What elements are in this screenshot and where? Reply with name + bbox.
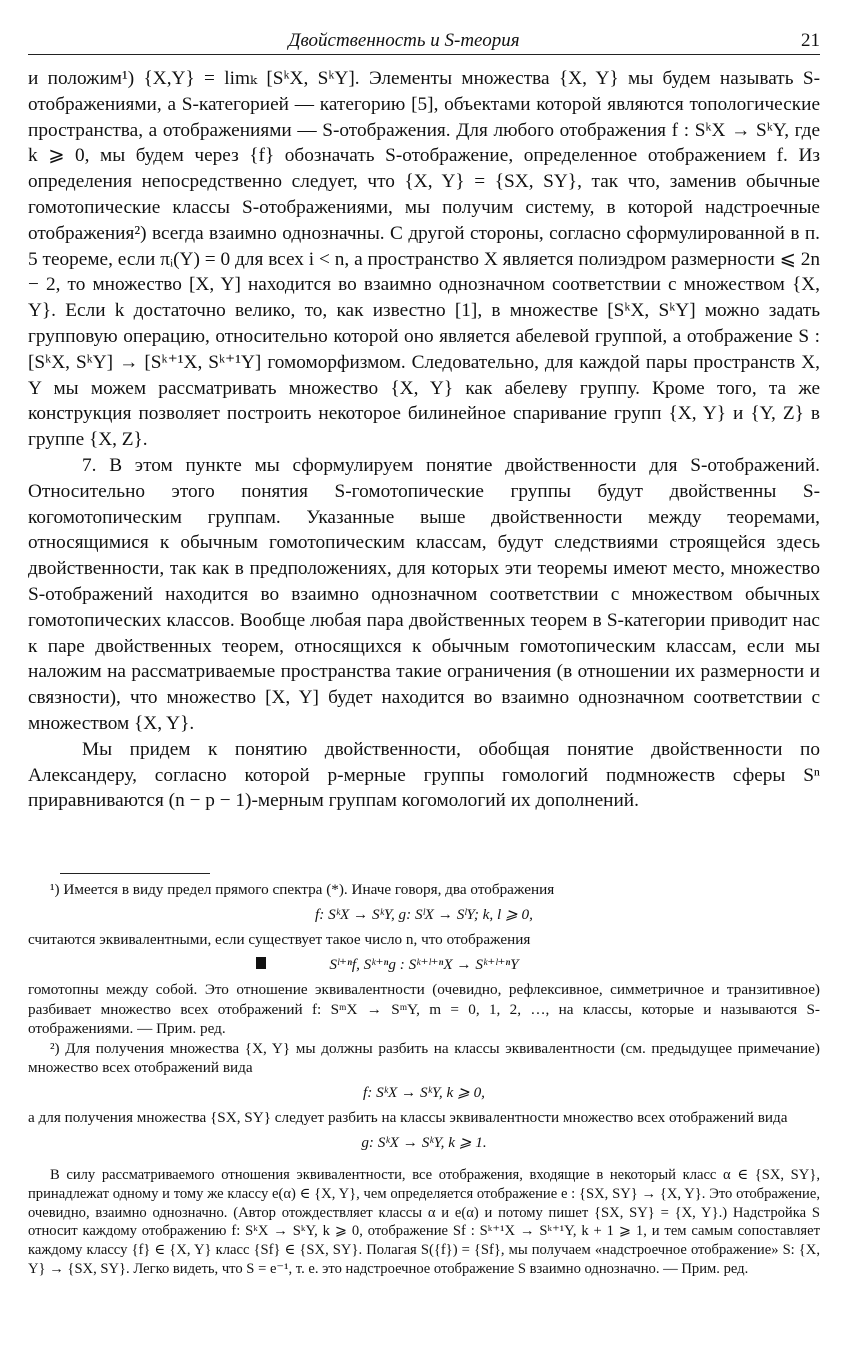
footnote-1-formula-1: f: SᵏX → SᵏY, g: SˡX → SˡY; k, l ⩾ 0, [315, 905, 533, 923]
footnote-2-intro: ²) Для получения множества {X, Y} мы должны разбить на классы эквивалентности (см. предыдущее примечание) множество всех отображений вида [28, 1039, 820, 1076]
ink-blot-mark [256, 957, 266, 969]
footnote-separator [60, 873, 210, 874]
page-number: 21 [801, 30, 820, 51]
running-title: Двойственность и S-теория [288, 30, 520, 51]
paragraph-3: Мы придем к понятию двойственности, обобщая понятие двойственности по Александеру, согласно которой p-мерные группы гомологий подмножеств сферы Sⁿ приравниваются (n − p − 1)-мерным группам когомологий их дополнений. [28, 738, 820, 812]
footnotes [28, 880, 820, 1279]
footnote-2-formula-2: g: SᵏX → SᵏY, k ⩾ 1. [361, 1133, 487, 1151]
footnote-1-formula-2: Sˡ⁺ⁿf, Sᵏ⁺ⁿg : Sᵏ⁺ˡ⁺ⁿX → Sᵏ⁺ˡ⁺ⁿY [329, 955, 519, 973]
footnote-2-editor-note: В силу рассматриваемого отношения эквивалентности, все отображения, входящие в некоторый класс α ∈ {SX, SY}, принадлежат одному и тому же классу e(α) ∈ {X, Y}, чем определяется отображение e : {SX, SY} → {X, Y}. Это отображение, очевидно, взаимно однозначно. (Автор отождествляет классы α и e(α) и потому пишет {SX, SY} = {X, Y}.) Надстройка S относит каждому отображению f: SᵏX → SᵏY, k ⩾ 0, отображение Sf : Sᵏ⁺¹X → Sᵏ⁺¹Y, k + 1 ⩾ 1, и тем самым сопоставляет каждому классу {f} ∈ {X, Y} класс {Sf} ∈ {SX, SY}. Полагая S({f}) = {Sf}, мы получаем «надстроечное отображение» S: {X, Y} → {SX, SY}. Легко видеть, что S = e⁻¹, т. е. это надстроечное отображение S взаимно однозначно. — Прим. ред. [28, 1167, 820, 1277]
footnote-1-formula-2-row [28, 955, 820, 975]
page-header [28, 28, 820, 55]
footnote-1-middle: считаются эквивалентными, если существует такое число n, что отображения [28, 931, 531, 948]
footnote-1-end: гомотопны между собой. Это отношение эквивалентности (очевидно, рефлексивное, симметричное и транзитивное) разбивает множество всех отображений f: SᵐX → SᵐY, m = 0, 1, 2, …, на классы, которые и называются S-отображениями. — Прим. ред. [28, 981, 820, 1037]
main-text [28, 66, 820, 814]
paragraph-2-section-7: 7. В этом пункте мы сформулируем понятие двойственности для S-отображений. Относительно этого понятия S-гомотопические группы будут двойственны S-когомотопическим группам. Указанные выше двойственности между теоремами, относящимися к обычным гомотопическим классам, будут следствиями строящейся здесь двойственности, так как в предположениях, для которых эти теоремы имеют место, множество S-отображений находится во взаимно однозначном соответствии с множеством обычных гомотопических классов. Вообще любая пара двойственных теорем в S-категории приводит нас к паре двойственных теорем, относящихся к обычным гомотопическим классам, если мы наложим на рассматриваемые пространства такие ограничения (в отношении их размерности и связности), что множество [X, Y] будет находится во взаимно однозначном соответствии с множеством {X, Y}. [28, 454, 820, 734]
footnote-2-formula-1: f: SᵏX → SᵏY, k ⩾ 0, [363, 1083, 485, 1101]
footnote-1-intro: ¹) Имеется в виду предел прямого спектра (*). Иначе говоря, два отображения [50, 881, 555, 898]
paragraph-1: и положим¹) {X,Y} = limₖ [SᵏX, SᵏY]. Элементы множества {X, Y} мы будем называть S-отображениями, а S-категорией — категорию [5], объектами которой являются топологические пространства, а отображениями — S-отображения. Для любого отображения f : SᵏX → SᵏY, где k ⩾ 0, мы будем через {f} обозначать S-отображение, определенное отображением f. Из определения непосредственно следует, что {X, Y} = {SX, SY}, так что, заменив обычные гомотопические классы S-отображениями, мы получим систему, в которой надстроечные отображения²) всегда взаимно однозначны. С другой стороны, согласно сформулированной в п. 5 теореме, если πᵢ(Y) = 0 для всех i < n, а пространство X является полиэдром размерности ⩽ 2n − 2, то множество [X, Y] находится во взаимно однозначном соответствии с множеством {X, Y}. Если k достаточно велико, то, как известно [1], в множестве [SᵏX, SᵏY] можно задать групповую операцию, относительно которой оно является абелевой группой, а отображение S : [SᵏX, SᵏY] → [Sᵏ⁺¹X, Sᵏ⁺¹Y] гомоморфизмом. Следовательно, для каждой пары пространств X, Y мы можем рассматривать множество {X, Y} как абелеву группу. Кроме того, та же конструкция позволяет построить некоторое билинейное спаривание групп {X, Y} и {Y, Z} в группе {X, Z}. [28, 68, 820, 451]
footnote-2-middle: а для получения множества {SX, SY} следует разбить на классы эквивалентности множество всех отображений вида [28, 1109, 788, 1126]
